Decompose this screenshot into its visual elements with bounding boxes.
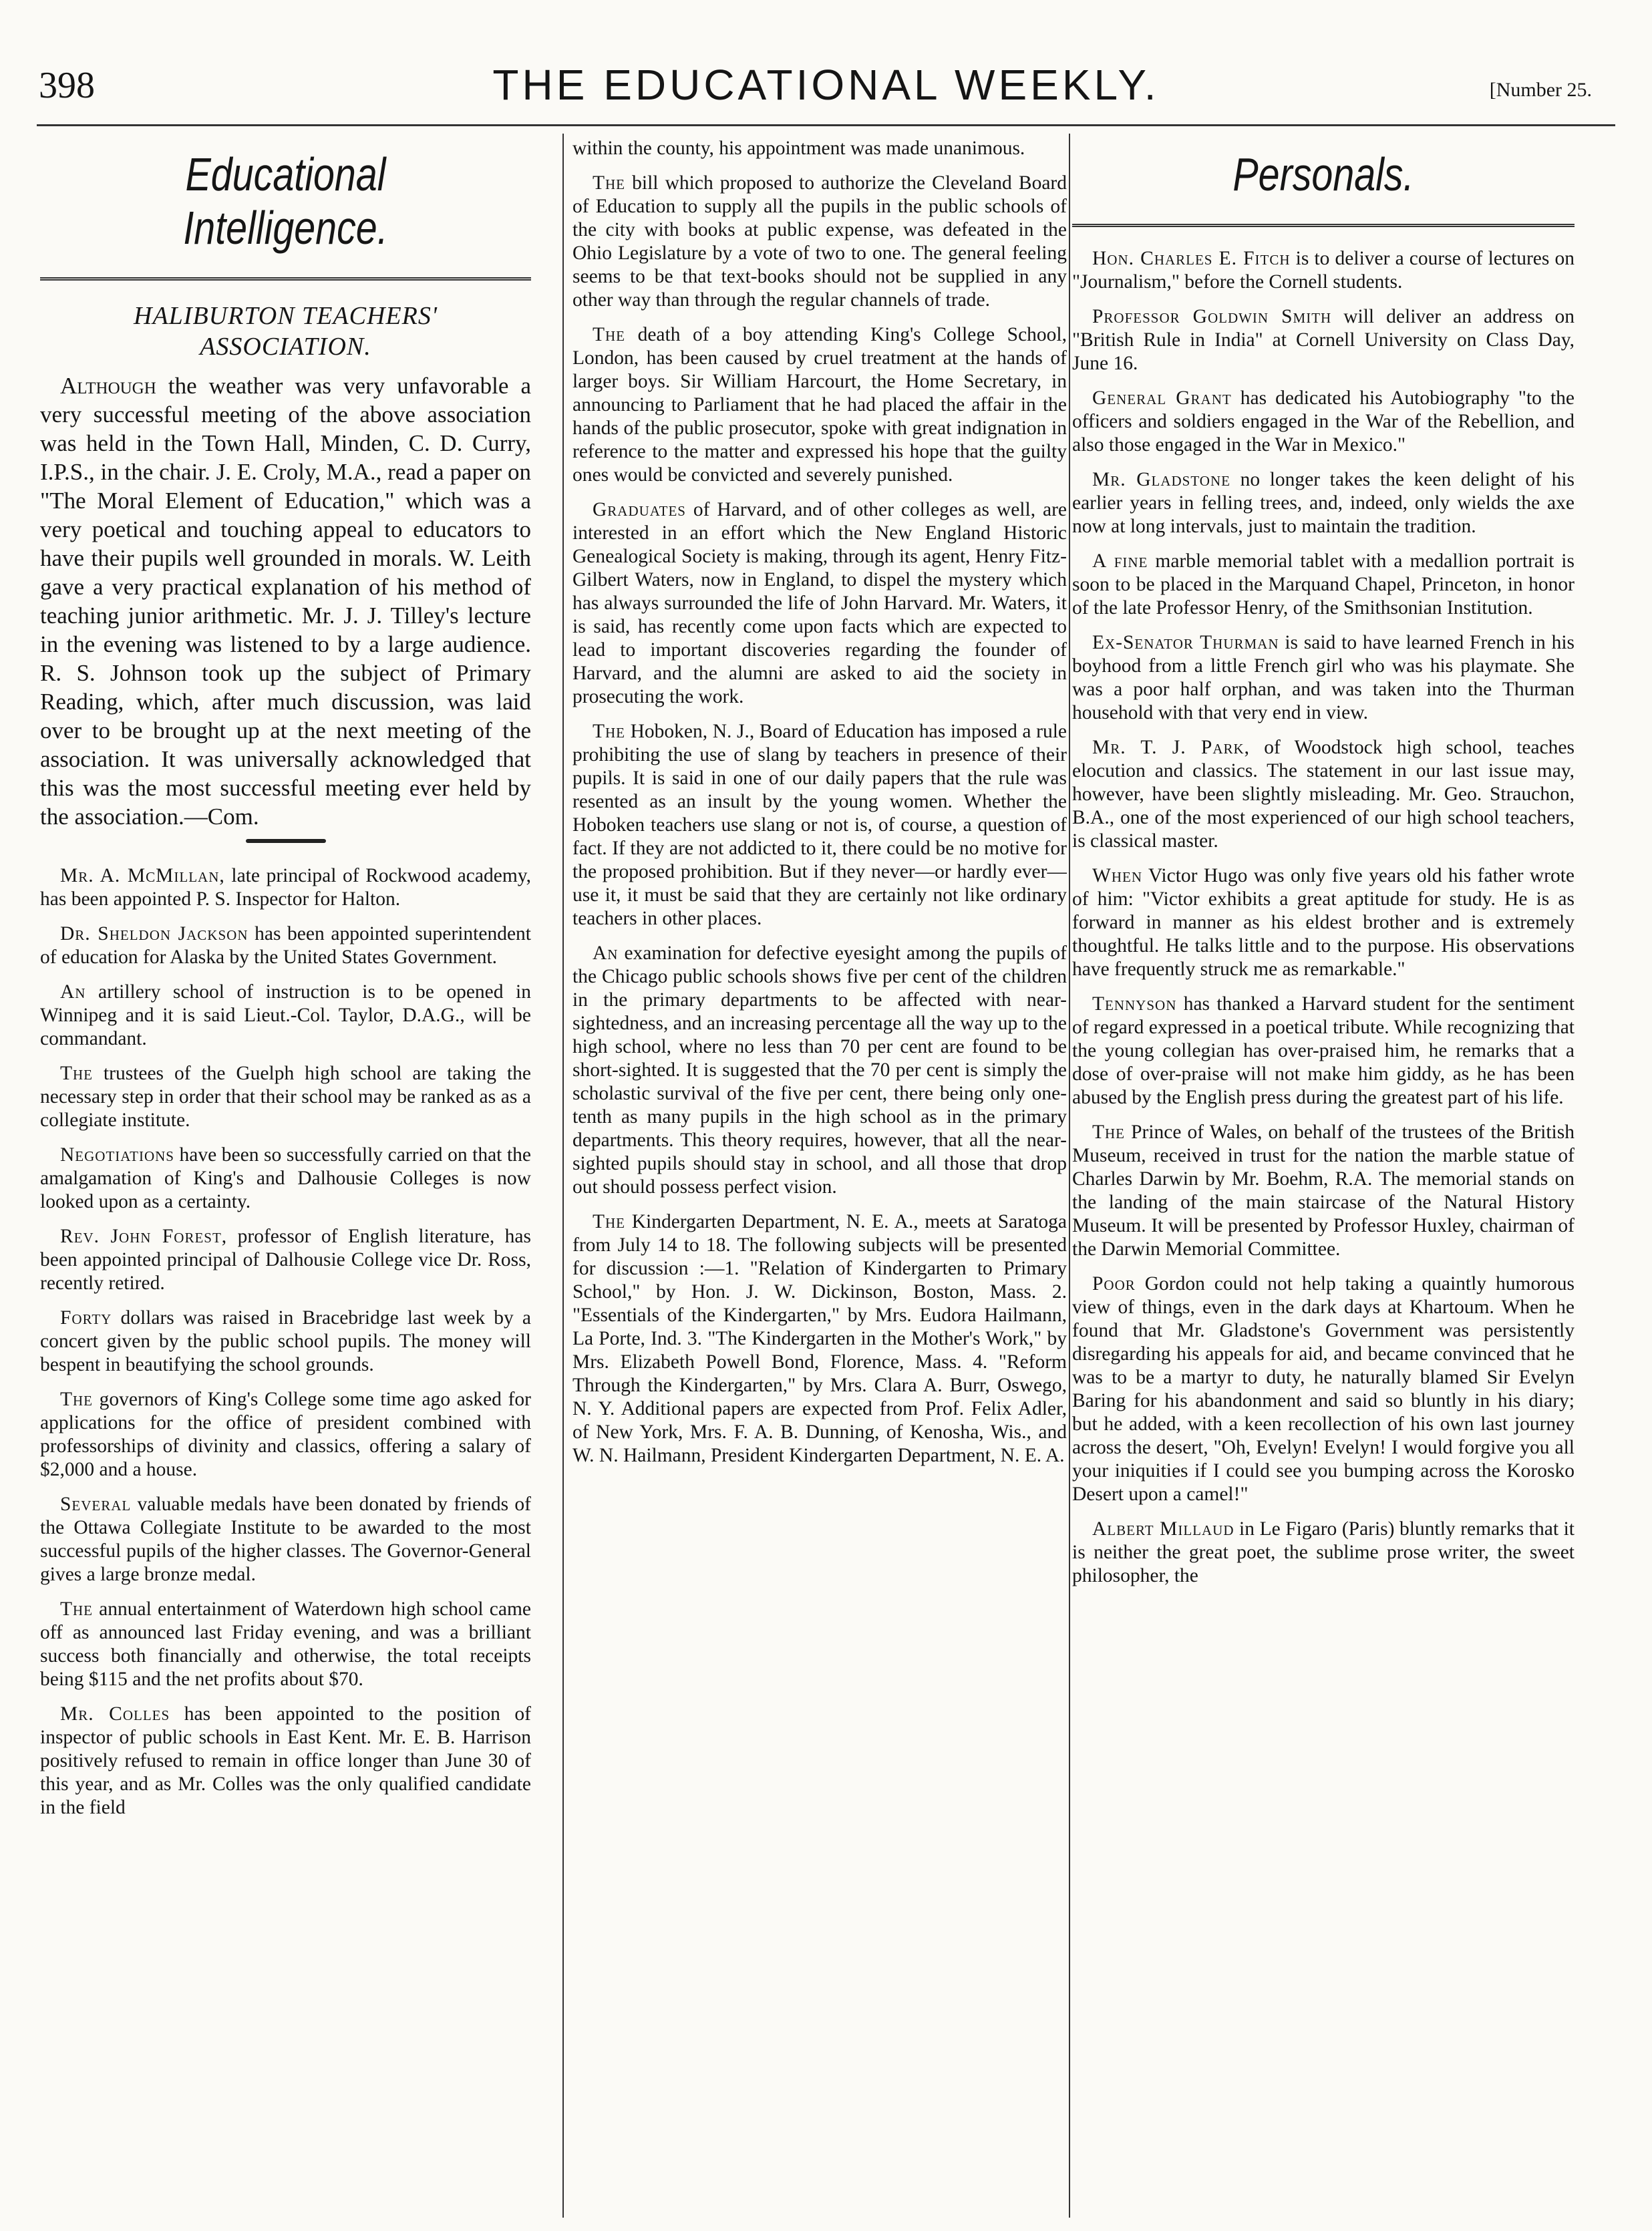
news-paragraph <box>572 323 1067 487</box>
personal-items <box>1072 247 1575 1588</box>
paragraph-text: has thanked a Harvard student for the sentiment of regard expressed in a poetical tribute. While recognizing that the young collegian has over-praised him, he remarks that a dose of over-praise will not make him giddy, as he has been abused by the English press during the greatest part of his life. <box>1072 993 1575 1108</box>
issue-number: [Number 25. <box>1489 79 1592 101</box>
lead-word: Poor <box>1092 1273 1136 1295</box>
paragraph-text: Hoboken, N. J., Board of Education has imposed a rule prohibiting the use of slang by teachers in presence of their pupils. It is said in one of our daily papers that the rule was resented as an insult by the young women. Whether the Hoboken teachers use slang or not is, of course, a question of fact. If they are not addicted to it, there could be no motive for the proposed prohibition. But if they never—or hardly ever—use it, it must be said that they are certainly not like ordinary teachers in other places. <box>572 721 1067 929</box>
paragraph-text: dollars was raised in Bracebridge last week by a concert given by the public school pupils. The money will bespent in beautifying the school grounds. <box>40 1307 531 1375</box>
news-paragraph <box>1072 1121 1575 1261</box>
lead-word: The <box>60 1063 94 1084</box>
paragraph-text: artillery school of instruction is to be opened in Winnipeg and it is said Lieut.-Col. Taylor, D.A.G., will be commandant. <box>40 981 531 1049</box>
column-divider <box>562 134 564 2218</box>
lead-word: Albert Millaud <box>1092 1518 1234 1540</box>
news-paragraph <box>40 922 531 969</box>
lead-word: Graduates <box>593 499 686 520</box>
news-paragraph <box>1072 736 1575 853</box>
banner-rule <box>40 277 531 281</box>
lead-word: Tennyson <box>1092 993 1177 1015</box>
lead-word: Mr. Gladstone <box>1092 469 1230 490</box>
news-paragraph <box>1072 631 1575 725</box>
paragraph-text: is said to have learned French in his boyhood from a little French girl who was his playmate. She was a poor half orphan, and was taken into the Thurman household with that very end in view. <box>1072 632 1575 723</box>
paragraph-text: late principal of Rockwood academy, has been appointed P. S. Inspector for Halton. <box>40 865 531 910</box>
news-paragraph <box>1072 387 1575 457</box>
lead-word: The <box>1092 1122 1126 1143</box>
banner-rule <box>1072 224 1575 227</box>
lead-word: Dr. Sheldon Jackson <box>60 923 249 945</box>
news-paragraph <box>572 1210 1067 1468</box>
column-personals <box>1072 137 1575 2208</box>
news-paragraph <box>572 720 1067 930</box>
header-rule <box>37 124 1615 126</box>
news-paragraph <box>1072 1518 1575 1588</box>
lead-word: The <box>593 172 626 194</box>
lead-word: General Grant <box>1092 387 1232 409</box>
paragraph-text: examination for defective eyesight among the pupils of the Chicago public schools shows five per cent of the children in the primary departments to be affected with near-sightedness, and an increasing percentage all the way up to the high school, where no less than 70 per cent are found to be short-sighted. It is suggested that the 70 per cent is simply the scholastic survival of the five per cent, there being only one-tenth as many pupils in the high school as in the primary departments. This theory requires, however, that all the near-sighted pupils should stay in school, and all those that drop out should possess perfect vision. <box>572 942 1067 1198</box>
paragraph-text: no longer takes the keen delight of his earlier years in felling trees, and, indeed, only wields the axe now at long intervals, just to maintain the tradition. <box>1072 469 1575 537</box>
news-paragraph <box>572 498 1067 709</box>
paragraph-text: has dedicated his Autobiography "to the officers and soldiers engaged in the War of the Rebellion, and also those engaged in the War in Mexico." <box>1072 387 1575 456</box>
section-banner: Educational Intelligence. <box>183 148 388 254</box>
lead-article-paragraph <box>40 371 531 831</box>
news-paragraph <box>40 1598 531 1691</box>
paragraph-text: professor of English literature, has been appointed principal of Dalhousie College vice Dr. Ross, recently retired. <box>40 1226 531 1294</box>
lead-word: Mr. T. J. Park, <box>1092 737 1251 758</box>
lead-word: When <box>1092 865 1143 886</box>
news-paragraph <box>1072 247 1575 294</box>
news-paragraph <box>40 1225 531 1295</box>
news-paragraph <box>40 1388 531 1482</box>
news-paragraph <box>40 1307 531 1377</box>
paragraph-text: marble memorial tablet with a medallion portrait is soon to be placed in the Marquand Chapel, Princeton, in honor of the late Professor Henry, of the Smithsonian Institution. <box>1072 550 1575 619</box>
paragraph-text: Prince of Wales, on behalf of the trustees of the British Museum, received in trust for the nation the marble statue of Charles Darwin by Mr. Boehm, R.A. The memorial stands on the landing of the main staircase of the Natural History Museum. It will be presented by Professor Huxley, chairman of the Darwin Memorial Committee. <box>1072 1122 1575 1260</box>
news-paragraph <box>572 942 1067 1199</box>
lead-article-text: the weather was very unfavorable a very successful meeting of the above association was held in the Town Hall, Minden, C. D. Curry, I.P.S., in the chair. J. E. Croly, M.A., read a paper on "The Moral Element of Education," which was a very poetical and touching appeal to educators to have their pupils well grounded in morals. W. Leith gave a very practical explanation of his method of teaching junior arithmetic. Mr. J. J. Tilley's lecture in the evening was listened to by a large audience. R. S. Johnson took up the subject of Primary Reading, which, after much discussion, was laid over to be brought up at the next meeting of the association. It was universally acknowledged that this was the most successful meeting ever held by the association.—Com. <box>40 373 531 830</box>
news-paragraph <box>40 1703 531 1820</box>
paragraph-text: of Woodstock high school, teaches elocution and classics. The statement in our last issue may, however, have been slightly misleading. Mr. Geo. Strauchon, B.A., one of the most experienced of our high school teachers, is classical master. <box>1072 737 1575 852</box>
journal-title: THE EDUCATIONAL WEEKLY. <box>492 61 1160 109</box>
lead-word: Mr. A. McMillan, <box>60 865 225 886</box>
paragraph-text: death of a boy attending King's College School, London, has been caused by cruel treatment at the hands of larger boys. Sir William Harcourt, the Home Secretary, in announcing to Parliament that he had placed the affair in the hands of the public prosecutor, spoke with great indignation in reference to the matter and expressed his hope that the guilty ones would be convicted and severely punished. <box>572 324 1067 486</box>
news-paragraph <box>1072 993 1575 1109</box>
paragraph-text: bill which proposed to authorize the Cleveland Board of Education to supply all the pupils in the public schools of the city with books at public expense, was defeated in the Ohio Legislature by a vote of two to one. The general feeling seems to be that text-books should not be supplied in any other way than through the regular channels of trade. <box>572 172 1067 311</box>
paragraph-text: has been appointed superintendent of education for Alaska by the United States Government. <box>40 923 531 968</box>
news-paragraph <box>1072 550 1575 620</box>
lead-word: Forty <box>60 1307 112 1329</box>
paragraph-text: is to deliver a course of lectures on "Journalism," before the Cornell students. <box>1072 248 1575 293</box>
paragraph-text: will deliver an address on "British Rule in India" at Cornell University on Class Day, June 16. <box>1072 306 1575 374</box>
news-items <box>40 864 531 1820</box>
lead-word: An <box>593 942 619 964</box>
paragraph-text: Gordon could not help taking a quaintly humorous view of things, even in the dark days at Khartoum. When he found that Mr. Gladstone's Government was persistently disregarding his appeals for aid, and became convinced that he was to be a martyr to duty, he naturally blamed Sir Evelyn Baring for his abandonment and said so bluntly in his diary; but he added, with a keen recollection of his own last journey across the desert, "Oh, Evelyn! Evelyn! I would forgive you all your iniquities if I could see you bumping across the Korosko Desert upon a camel!" <box>1072 1273 1575 1505</box>
paragraph-text: valuable medals have been donated by friends of the Ottawa Collegiate Institute to be awarded to the most successful pupils of the higher classes. The Governor-General gives a large bronze medal. <box>40 1494 531 1585</box>
lead-word: Ex-Senator Thurman <box>1092 632 1279 653</box>
news-paragraph <box>1072 468 1575 538</box>
news-paragraph <box>572 137 1067 160</box>
article-subheading: HALIBURTON TEACHERS' ASSOCIATION. <box>134 302 438 361</box>
news-items <box>572 137 1067 1468</box>
news-paragraph <box>40 1493 531 1586</box>
news-paragraph <box>1072 1272 1575 1506</box>
section-banner: Personals. <box>1232 148 1414 200</box>
column-educational-intelligence <box>40 137 531 2208</box>
news-paragraph <box>40 1144 531 1214</box>
paragraph-text: Kindergarten Department, N. E. A., meets at Saratoga from July 14 to 18. The following subjects will be presented for discussion :—1. "Relation of Kindergarten to Primary School," by Hon. J. W. Dickinson, Boston, Mass. 2. "Essentials of the Kindergarten," by Mrs. Eudora Hailmann, La Porte, Ind. 3. "The Kindergarten in the Mother's Work," by Mrs. Elizabeth Powell Bond, Florence, Mass. 4. "Reform Through the Kindergarten," by Mrs. Clara A. Burr, Oswego, N. Y. Additional papers are expected from Prof. Felix Adler, of New York, Mrs. F. A. B. Dunning, of Kenosha, Wis., and W. N. Hailmann, President Kindergarten Department, N. E. A. <box>572 1211 1067 1466</box>
news-paragraph <box>572 172 1067 312</box>
page-number: 398 <box>39 65 95 106</box>
page-header <box>0 0 1652 127</box>
lead-word: An <box>60 981 86 1003</box>
paragraph-text: has been appointed to the position of inspector of public schools in East Kent. Mr. E. B. Harrison positively refused to remain in office longer than June 30 of this year, and as Mr. Colles was the only qualified candidate in the field <box>40 1703 531 1818</box>
lead-word: Hon. Charles E. Fitch <box>1092 248 1291 269</box>
news-paragraph <box>1072 305 1575 375</box>
paragraph-text: governors of King's College some time ago asked for applications for the office of president combined with professorships of divinity and classics, offering a salary of $2,000 and a house. <box>40 1389 531 1480</box>
news-paragraph <box>40 864 531 911</box>
column-news-continued <box>572 137 1067 2208</box>
paragraph-text: trustees of the Guelph high school are taking the necessary step in order that their school may be ranked as as a collegiate institute. <box>40 1063 531 1131</box>
lead-word: The <box>593 324 626 345</box>
news-paragraph <box>40 1062 531 1132</box>
paragraph-text: within the county, his appointment was made unanimous. <box>572 138 1025 159</box>
lead-article <box>40 371 531 831</box>
paragraph-text: of Harvard, and of other colleges as well, are interested in an effort which the New England Historic Genealogical Society is making, through its agent, Henry Fitz-Gilbert Waters, now in England, to dispel the mystery which has always surrounded the life of John Harvard. Mr. Waters, it is said, has recently come upon facts which are expected to lead to important discoveries regarding the founder of Harvard, and the alumni are asked to aid the society in prosecuting the work. <box>572 499 1067 707</box>
lead-word: The <box>60 1389 94 1410</box>
lead-word: Although <box>60 373 156 399</box>
paragraph-text: have been so successfully carried on that the amalgamation of King's and Dalhousie Colleges is now looked upon as a certainty. <box>40 1144 531 1212</box>
news-paragraph <box>1072 864 1575 981</box>
paragraph-text: annual entertainment of Waterdown high school came off as announced last Friday evening, and was a brilliant success both financially and otherwise, the total receipts being $115 and the net profits about $70. <box>40 1598 531 1690</box>
news-paragraph <box>40 981 531 1051</box>
ornamental-divider <box>246 839 326 843</box>
lead-word: Mr. Colles <box>60 1703 170 1725</box>
column-divider <box>1069 134 1070 2218</box>
lead-word: A fine <box>1092 550 1148 572</box>
lead-word: The <box>593 721 626 742</box>
paragraph-text: Victor Hugo was only five years old his father wrote of him: "Victor exhibits a great aptitude for study. He is as forward in manner as his eldest brother and is extremely thoughtful. He talks little and to the purpose. His observations have frequently struck me as remarkable." <box>1072 865 1575 980</box>
lead-word: Negotiations <box>60 1144 174 1166</box>
lead-word: Several <box>60 1494 132 1515</box>
lead-word: The <box>593 1211 626 1232</box>
lead-word: Professor Goldwin Smith <box>1092 306 1332 327</box>
lead-word: Rev. John Forest, <box>60 1226 228 1247</box>
paragraph-text: in Le Figaro (Paris) bluntly remarks that it is neither the great poet, the sublime prose writer, the sweet philosopher, the <box>1072 1518 1575 1586</box>
lead-word: The <box>60 1598 94 1620</box>
